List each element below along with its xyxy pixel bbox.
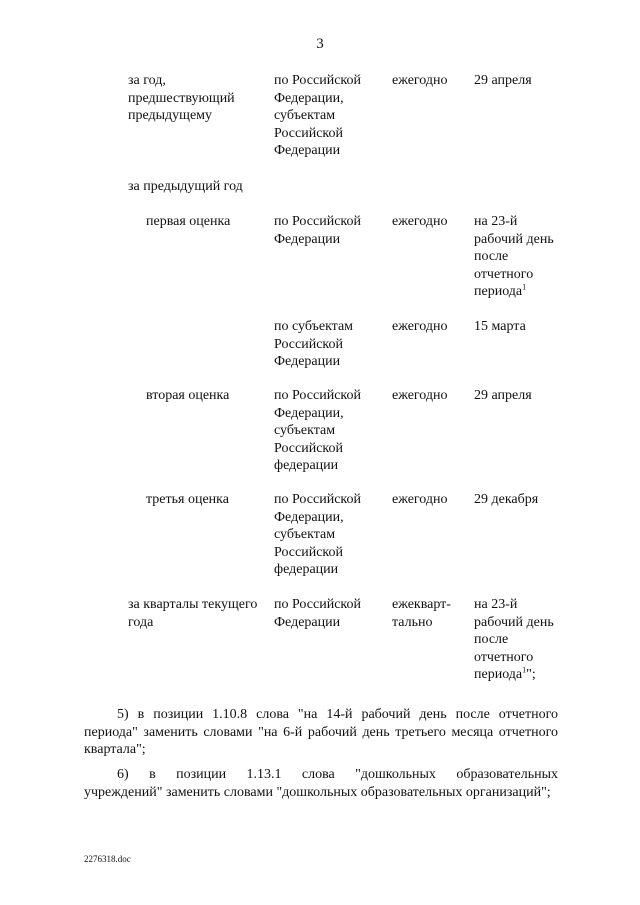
row7-deadline bbox=[474, 596, 584, 684]
row7-recipient: по Российской Федерации bbox=[274, 597, 361, 630]
row3-frequency: ежегодно bbox=[392, 214, 448, 229]
row1-frequency: ежегодно bbox=[392, 73, 448, 88]
row5-period-label: вторая оценка bbox=[146, 388, 230, 403]
row5-deadline: 29 апреля bbox=[474, 388, 532, 403]
page-number: 3 bbox=[316, 36, 324, 52]
row2-period-label: за предыдущий год bbox=[128, 179, 243, 194]
row5-recipient: по Российской Федерации, субъектам Российской федерации bbox=[274, 388, 361, 473]
paragraph-5-first-line: 5) в позиции 1.10.8 слова "на 14-й рабочий день после отчетного bbox=[117, 707, 558, 722]
paragraph-5-continuation: периода" заменить словами "на 6-й рабочий день третьего месяца отчетного квартала"; bbox=[84, 724, 558, 758]
row3-recipient: по Российской Федерации bbox=[274, 214, 361, 247]
row6-frequency: ежегодно bbox=[392, 492, 448, 507]
paragraph-item-5 bbox=[84, 706, 558, 759]
row1-deadline: 29 апреля bbox=[474, 73, 532, 88]
row6-recipient: по Российской Федерации, субъектам Российской федерации bbox=[274, 492, 361, 577]
row7-period-label: за кварталы текущего года bbox=[128, 597, 258, 630]
row1-period-label: за год, предшествующий предыдущему bbox=[128, 73, 235, 123]
row3-deadline bbox=[474, 213, 584, 301]
paragraph-6-continuation: учреждений" заменить словами "дошкольных образовательных организаций"; bbox=[84, 784, 551, 800]
paragraph-item-6 bbox=[84, 766, 558, 801]
row3-deadline-text: на 23-й рабочий день после отчетного периода bbox=[474, 214, 554, 299]
row1-recipient: по Российской Федерации, субъектам Российской Федерации bbox=[274, 73, 361, 158]
row5-frequency: ежегодно bbox=[392, 388, 448, 403]
row6-deadline: 29 декабря bbox=[474, 492, 539, 507]
row6-period-label: третья оценка bbox=[146, 492, 229, 507]
footnote-ref-1: 1 bbox=[522, 665, 527, 675]
footnote-ref-1: 1 bbox=[522, 282, 527, 292]
row3-period-label: первая оценка bbox=[146, 214, 231, 229]
document-filename: 2276318.doc bbox=[84, 854, 131, 864]
row7-deadline-suffix: "; bbox=[526, 667, 536, 682]
row4-frequency: ежегодно bbox=[392, 319, 448, 334]
paragraph-6-first-line: 6) в позиции 1.13.1 слова "дошкольных образовательных bbox=[117, 767, 558, 782]
row4-recipient: по субъектам Российской Федерации bbox=[274, 319, 354, 369]
row4-deadline: 15 марта bbox=[474, 319, 526, 334]
row7-frequency: ежекварт- тально bbox=[392, 597, 451, 630]
row7-deadline-text: на 23-й рабочий день после отчетного периода bbox=[474, 597, 554, 682]
